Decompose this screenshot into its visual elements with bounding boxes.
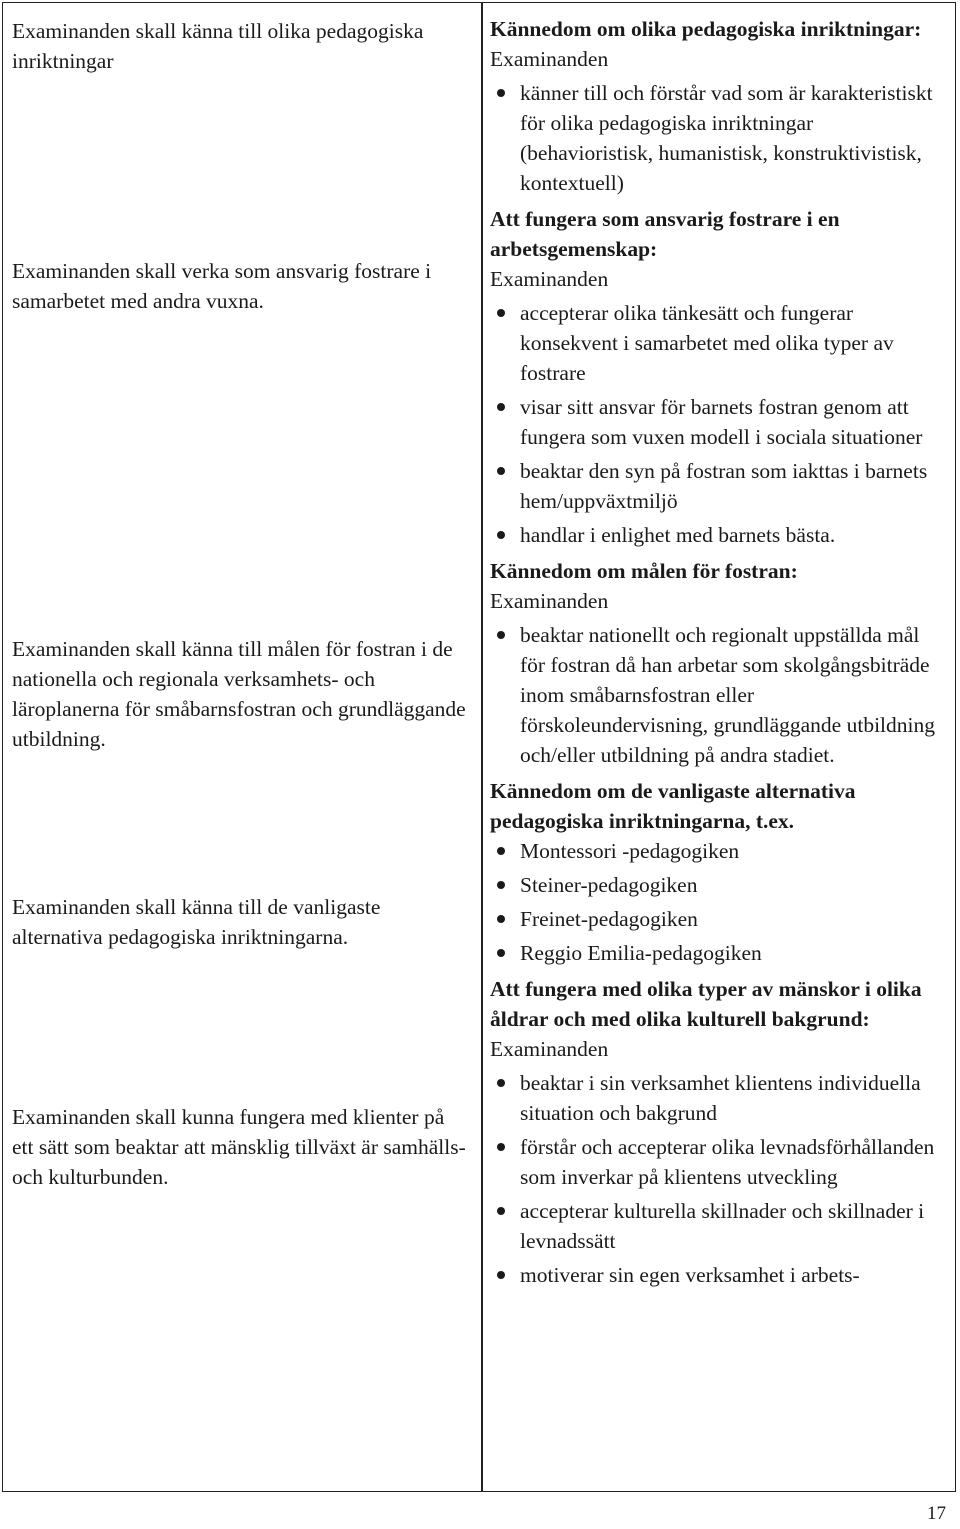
bullet-list [490,620,945,770]
bullet-list [490,298,945,550]
objective-alternative-orientations: Examinanden skall känna till de vanligaste alternativa pedagogiska inriktningarna. [12,895,381,949]
list-item: handlar i enlighet med barnets bästa. [490,520,945,550]
bullet-list [490,836,945,968]
list-item: beaktar nationellt och regionalt uppställda mål för fostran då han arbetar som skolgångsbiträde inom småbarnsfostran eller förskoleundervisning, grundläggande utbildning och/eller utbildning på andra stadiet. [490,620,945,770]
section-heading: Kännedom om olika pedagogiska inriktningar: [490,17,922,41]
section-heading: Att fungera med olika typer av mänskor i olika åldrar och med olika kulturell bakgrund: [490,977,922,1031]
bullet-list [490,78,945,198]
list-item: accepterar olika tänkesätt och fungerar konsekvent i samarbetet med olika typer av fostrare [490,298,945,388]
objective-goals-of-education: Examinanden skall känna till målen för fostran i de nationella och regionala verksamhets- och läroplanerna för småbarnsfostran och grundläggande utbildning. [12,637,466,751]
list-item: Reggio Emilia-pedagogiken [490,938,945,968]
bullet-list [490,1068,945,1290]
section-intro: Examinanden [490,47,609,71]
section-intro: Examinanden [490,267,609,291]
section-pedagogical-orientations [490,14,945,198]
section-intro: Examinanden [490,589,609,613]
list-item: motiverar sin egen verksamhet i arbets- [490,1260,945,1290]
list-item: beaktar i sin verksamhet klientens individuella situation och bakgrund [490,1068,945,1128]
list-item: beaktar den syn på fostran som iakttas i barnets hem/uppväxtmiljö [490,456,945,516]
list-item: Freinet-pedagogiken [490,904,945,934]
section-clients [490,974,945,1290]
section-goals-of-education [490,556,945,770]
objective-pedagogical-orientations: Examinanden skall känna till olika pedagogiska inriktningar [12,19,424,73]
section-responsible-educator [490,204,945,550]
page-number: 17 [927,1503,946,1524]
section-heading: Kännedom om målen för fostran: [490,559,798,583]
column-divider [481,3,483,1491]
criteria-column [490,14,945,1296]
list-item: känner till och förstår vad som är karakteristiskt för olika pedagogiska inriktningar (behavioristisk, humanistisk, konstruktivistisk, kontextuell) [490,78,945,198]
objective-clients: Examinanden skall kunna fungera med klienter på ett sätt som beaktar att mänsklig tillväxt är samhälls- och kulturbunden. [12,1105,466,1189]
section-alternative-orientations [490,776,945,968]
list-item: accepterar kulturella skillnader och skillnader i levnadssätt [490,1196,945,1256]
section-heading: Att fungera som ansvarig fostrare i en arbetsgemenskap: [490,207,840,261]
list-item: Steiner-pedagogiken [490,870,945,900]
section-intro: Examinanden [490,1037,609,1061]
list-item: Montessori -pedagogiken [490,836,945,866]
section-heading: Kännedom om de vanligaste alternativa pedagogiska inriktningarna, t.ex. [490,779,856,833]
list-item: visar sitt ansvar för barnets fostran genom att fungera som vuxen modell i sociala situationer [490,392,945,452]
list-item: förstår och accepterar olika levnadsförhållanden som inverkar på klientens utveckling [490,1132,945,1192]
objective-responsible-educator: Examinanden skall verka som ansvarig fostrare i samarbetet med andra vuxna. [12,259,432,313]
